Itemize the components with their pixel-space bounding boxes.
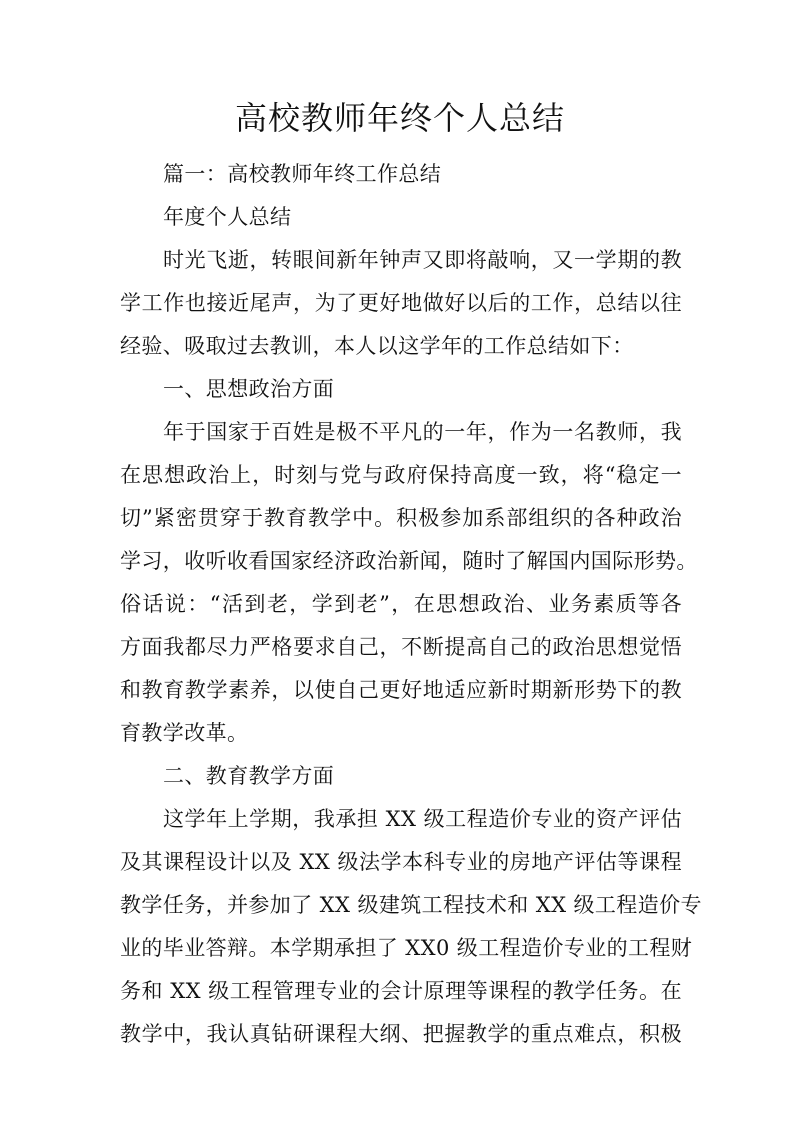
paragraph-line: 这学年上学期，我承担 XX 级工程造价专业的资产评估 xyxy=(163,807,682,831)
paragraph-line: 方面我都尽力严格要求自己，不断提高自己的政治思想觉悟 xyxy=(120,635,682,659)
paragraph-line: 学习，收听收看国家经济政治新闻，随时了解国内国际形势。 xyxy=(120,549,698,573)
paragraph-line: 和教育教学素养，以使自己更好地适应新时期新形势下的教 xyxy=(120,678,682,702)
paragraph-line: 时光飞逝，转眼间新年钟声又即将敲响，又一学期的教 xyxy=(163,248,682,272)
paragraph-line: 经验、吸取过去教训，本人以这学年的工作总结如下： xyxy=(120,334,634,358)
paragraph-line: 教学任务，并参加了 XX 级建筑工程技术和 XX 级工程造价专 xyxy=(120,893,702,917)
document-title: 高校教师年终个人总结 xyxy=(234,99,565,137)
section-heading-teaching: 二、教育教学方面 xyxy=(163,764,335,788)
paragraph-line: 切”紧密贯穿于教育教学中。积极参加系部组织的各种政治 xyxy=(120,506,682,530)
paragraph-line: 务和 XX 级工程管理专业的会计原理等课程的教学任务。在 xyxy=(120,979,682,1003)
paragraph-line: 年于国家于百姓是极不平凡的一年，作为一名教师，我 xyxy=(163,420,682,444)
subheading-annual-summary: 年度个人总结 xyxy=(163,205,292,229)
section-heading-part-one: 篇一：高校教师年终工作总结 xyxy=(163,162,442,186)
paragraph-line: 学工作也接近尾声，为了更好地做好以后的工作，总结以往 xyxy=(120,291,682,315)
section-heading-ideology: 一、思想政治方面 xyxy=(163,377,335,401)
paragraph-line: 业的毕业答辩。本学期承担了 XX0 级工程造价专业的工程财 xyxy=(120,936,693,960)
paragraph-line: 俗话说：“活到老，学到老”，在思想政治、业务素质等各 xyxy=(120,592,682,616)
paragraph-line: 在思想政治上，时刻与党与政府保持高度一致，将“稳定一 xyxy=(120,463,682,487)
paragraph-line: 育教学改革。 xyxy=(120,721,249,745)
paragraph-line: 教学中，我认真钻研课程大纲、把握教学的重点难点，积极 xyxy=(120,1022,682,1046)
paragraph-line: 及其课程设计以及 XX 级法学本科专业的房地产评估等课程 xyxy=(120,850,682,874)
